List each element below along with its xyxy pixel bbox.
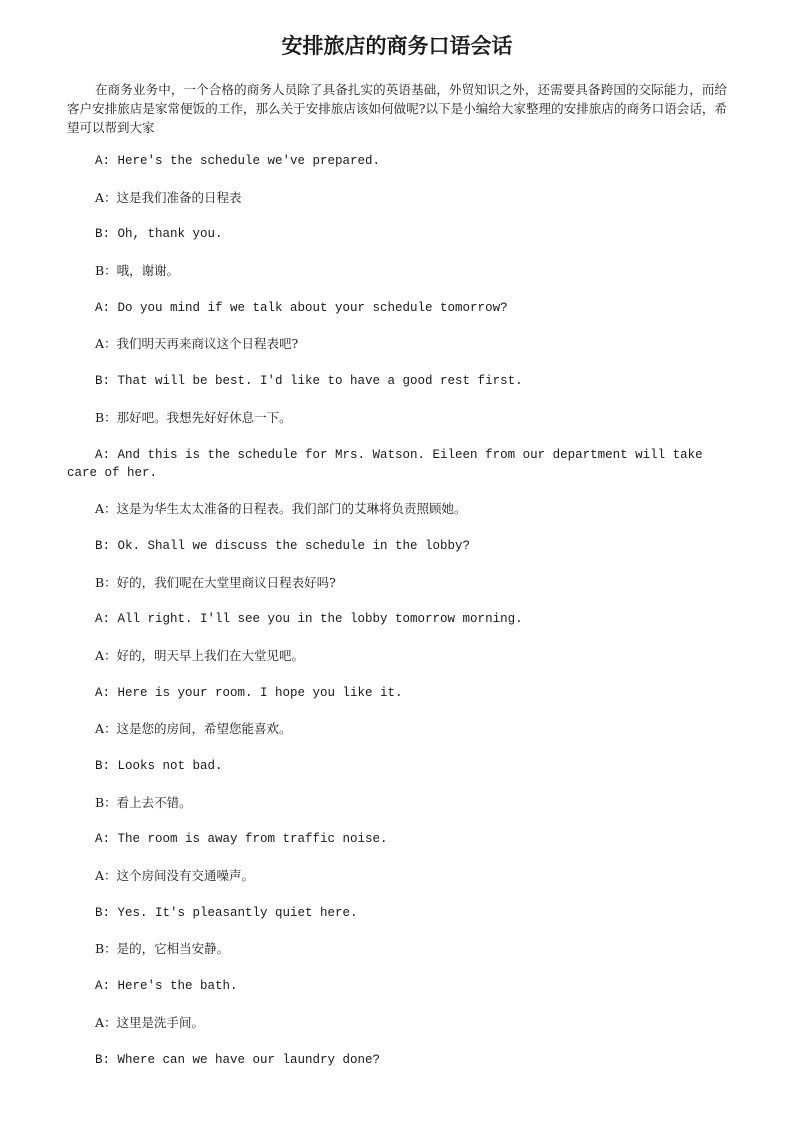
dialogue-line-chinese: A：好的，明天早上我们在大堂见吧。 [95,647,305,663]
dialogue-line-chinese: B：哦，谢谢。 [95,263,180,279]
dialogue-line-english: A: All right. I'll see you in the lobby tomorrow morning. [95,612,523,627]
dialogue-line-english: B: Oh, thank you. [95,227,223,242]
dialogue-line-chinese: B：那好吧。我想先好好休息一下。 [95,409,292,425]
dialogue-line-chinese: B：看上去不错。 [95,794,192,810]
dialogue-line-chinese: B：好的，我们呢在大堂里商议日程表好吗? [95,574,336,590]
dialogue-line-english: A: And this is the schedule for Mrs. Watson. Eileen from our department will take care of her. [67,447,703,480]
dialogue-list [67,152,727,1087]
dialogue-line-english: B: Yes. It's pleasantly quiet here. [95,905,358,920]
dialogue-line-chinese: A：这是您的房间，希望您能喜欢。 [95,721,292,737]
document-title: 安排旅店的商务口语会话 [281,34,513,58]
dialogue-line-english: A: Here's the bath. [95,979,238,994]
dialogue-line-english: B: That will be best. I'd like to have a good rest first. [95,374,523,389]
dialogue-line-chinese: A：这里是洗手间。 [95,1014,205,1030]
dialogue-line-english: A: Here is your room. I hope you like it. [95,685,403,700]
dialogue-line-english: A: Do you mind if we talk about your schedule tomorrow? [95,300,508,315]
dialogue-line-english: B: Ok. Shall we discuss the schedule in the lobby? [95,538,471,553]
dialogue-line-english: B: Looks not bad. [95,759,223,773]
dialogue-line-english: A: The room is away from traffic noise. [95,832,388,847]
dialogue-line-chinese: A：这是为华生太太准备的日程表。我们部门的艾琳将负责照顾她。 [95,501,467,517]
intro-paragraph: 在商务业务中，一个合格的商务人员除了具备扎实的英语基础，外贸知识之外，还需要具备跨国的交际能力，而给客户安排旅店是家常便饭的工作，那么关于安排旅店该如何做呢?以下是小编给大家整理的安排旅店的商务口语会话，希望可以帮到大家 [67,82,727,135]
dialogue-line-chinese: B：是的，它相当安静。 [95,941,230,957]
dialogue-line-chinese: A：这个房间没有交通噪声。 [95,868,255,884]
dialogue-line-chinese: A：我们明天再来商议这个日程表吧? [95,336,299,352]
dialogue-line-english: A: Here's the schedule we've prepared. [95,154,381,168]
dialogue-line-english: B: Where can we have our laundry done? [95,1052,381,1067]
dialogue-line-chinese: A：这是我们准备的日程表 [95,189,242,205]
